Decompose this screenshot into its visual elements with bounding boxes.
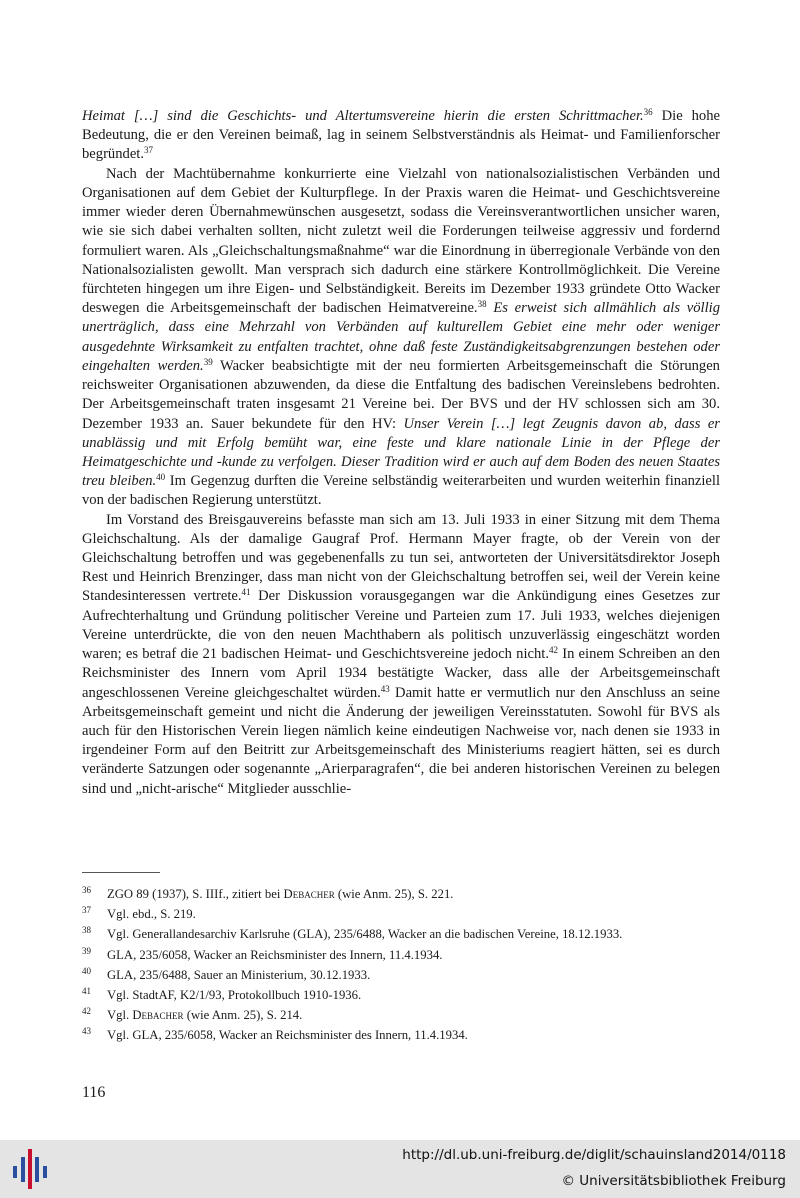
footnote-text [107, 1025, 468, 1045]
footnote-text [107, 904, 196, 924]
footnote-ref: 37 [144, 145, 154, 156]
footnote-number: 39 [82, 945, 91, 956]
text-run: Die hohe Bedeutung, die er den Vereinen beimaß, lag in seinem Selbstverständnis als Heimat- und Familienforscher begründet. [82, 108, 720, 163]
paragraph-1 [82, 107, 720, 165]
footnote-ref: 42 [549, 645, 559, 656]
footnote-text [107, 985, 361, 1005]
body-text [82, 107, 720, 799]
text-run: Im Vorstand des Breisgauvereins befasste man sich am 13. Juli 1933 in einer Sitzung mit dem Thema Gleichschaltung. Als der damalige Gaugraf Prof. Hermann Mayer fragte, ob der Verein von der Gleichschaltung betroffen und was gegebenenfalls zu tun sei, antworteten der Universitätsdirektor Joseph Rest und Heinrich Brenzinger, dass man nicht von der Gleichschaltung betroffen sei, weil der Verein keine Standesinteressen vertrete. [82, 511, 720, 605]
text-run: GLA, 235/6058, Wacker an Reichsminister des Innern, 11.4.1934. [107, 947, 443, 962]
text-run: Vgl. [107, 1008, 133, 1023]
footnote [82, 884, 722, 904]
italic-quote: Es erweist sich allmählich als völlig unerträglich, dass eine Mehrzahl von Verbänden auf kulturellem Gebiet eine mehr oder weniger ausgedehnte Wirksamkeit zu entfalten trachtet, ohne daß feste Zuständigkeitsabgrenzungen bestehen oder eingehalten werden. [82, 300, 720, 374]
footnote-number: 40 [82, 965, 91, 976]
text-run: In einem Schreiben an den Reichsminister des Innern vom April 1934 bestätigte Wacker, dass alle der Arbeitsgemeinschaft angeschlossenen Vereine gleichgeschaltet würden. [82, 646, 720, 701]
footnote-number: 41 [82, 985, 91, 996]
text-run: Wacker beabsichtigte mit der neu formierten Arbeitsgemeinschaft die Störungen reichsweiter Organisationen abzuwenden, da diese die Entfaltung des badischen Vereinslebens bedrohten. Der Arbeitsgemeinschaft traten insgesamt 21 Vereine bei. Der BVS und der HV schlossen sich am 30. Dezember 1933 an. Sauer bekundete für den HV: [82, 357, 720, 432]
footnote-text [107, 1005, 302, 1025]
footnote [82, 1005, 722, 1025]
footnote-ref: 38 [477, 299, 487, 310]
footnote-ref: 40 [156, 472, 166, 483]
ub-freiburg-logo-icon [10, 1148, 50, 1190]
footnote-number: 42 [82, 1006, 91, 1017]
footnote [82, 1025, 722, 1045]
footnotes [82, 884, 722, 1046]
footnote-text [107, 884, 453, 904]
author-name: Debacher [132, 1008, 184, 1023]
italic-quote: Heimat […] sind die Geschichts- und Altertumsvereine hierin die ersten Schrittmacher. [82, 108, 644, 124]
text-run: Im Gegenzug durften die Vereine selbständig weiterarbeiten und wurden weiterhin finanziell von der badischen Regierung unterstützt. [82, 473, 720, 509]
footnote-number: 37 [82, 905, 91, 916]
text-run: Vgl. ebd., S. 219. [107, 907, 196, 922]
author-name: Debacher [283, 887, 335, 901]
text-run: Der Diskussion vorausgegangen war die Ankündigung eines Gesetzes zur Aufrechterhaltung und Gründung politischer Vereine und Parteien zum 17. Juli 1933, welches diejenigen Vereine unterdrückte, die von den neuen Machthabern als politisch unzuverlässig eingeschätzt worden waren; es betraf die 21 badischen Heimat- und Geschichtsvereine jedoch nicht. [82, 588, 720, 663]
text-run: Vgl. StadtAF, K2/1/93, Protokollbuch 1910-1936. [107, 987, 362, 1002]
italic-quote: Unser Verein […] legt Zeugnis davon ab, dass er unablässig und mit Erfolg bemüht war, eine feste und klare nationale Linie in der Pflege der Heimatgeschichte und -kunde zu verfolgen. Dieser Tradition wird er auch auf dem Boden des neuen Staates treu bleiben. [82, 415, 720, 490]
footnote-ref: 39 [203, 356, 213, 367]
text-run: Vgl. GLA, 235/6058, Wacker an Reichsminister des Innern, 11.4.1934. [107, 1028, 468, 1043]
footnote-separator [82, 872, 160, 873]
footnote-ref: 41 [241, 587, 251, 598]
footnote [82, 985, 722, 1005]
text-run: ZGO 89 (1937), S. IIIf., zitiert bei [107, 887, 284, 901]
footnote-number: 38 [82, 925, 91, 936]
footnote [82, 965, 722, 985]
page-number: 116 [82, 1084, 106, 1101]
library-footer [0, 1140, 800, 1198]
footnote [82, 924, 722, 944]
footnote [82, 904, 722, 924]
text-run: Vgl. Generallandesarchiv Karlsruhe (GLA), 235/6488, Wacker an die badischen Vereine, 18.12.1933. [107, 927, 623, 942]
text-run: Nach der Machtübernahme konkurrierte eine Vielzahl von nationalsozialistischen Verbänden und Organisationen auf dem Gebiet der Kulturpflege. In der Praxis waren die Heimat- und Geschichtsvereine immer wieder deren Übernahmewünschen ausgesetzt, sodass die Vereinsverantwortlichen unsicher waren, wie sie sich dabei verhalten sollten, nicht zuletzt weil die Forderungen teilweise aggressiv und fordernd formuliert waren. Als „Gleichschaltungsmaßnahme“ war die Einordnung in überregionale Verbände von den Nationalsozialisten gewollt. Man versprach sich dadurch eine stärkere Kontrollmöglichkeit. Die Vereine fürchteten hingegen um ihre Eigen- und Selbständigkeit. Bereits im Dezember 1933 gründete Otto Wacker deswegen die Arbeitsgemeinschaft der badischen Heimatvereine. [82, 165, 720, 317]
permalink-url[interactable]: http://dl.ub.uni-freiburg.de/diglit/schauinsland2014/0118 [402, 1147, 786, 1163]
text-run: GLA, 235/6488, Sauer an Ministerium, 30.12.1933. [107, 967, 371, 982]
footnote-number: 43 [82, 1026, 91, 1037]
footnote-ref: 36 [643, 107, 653, 117]
copyright-notice: © Universitätsbibliothek Freiburg [561, 1173, 786, 1189]
footnote-number: 36 [82, 885, 91, 895]
text-run: (wie Anm. 25), S. 221. [334, 887, 454, 901]
footnote-text [107, 965, 370, 985]
footnote-ref: 43 [380, 683, 390, 694]
paragraph-2 [82, 165, 720, 511]
footnote-text [107, 945, 442, 965]
footnote [82, 945, 722, 965]
footnote-text [107, 924, 622, 944]
paragraph-3 [82, 511, 720, 799]
text-run: Damit hatte er vermutlich nur den Anschluss an seine Arbeitsgemeinschaft gemeint und nicht die Änderung der jeweiligen Vereinsstatuten. Sowohl für BVS als auch für den Historischen Verein liegen nämlich keine eindeutigen Nachweise vor, nach denen sie 1933 in irgendeiner Form auf den Beitritt zur Arbeitsgemeinschaft des Ministeriums reagiert hätten, sei es durch veränderte Satzungen oder sogenannte „Arierparagrafen“, die bei anderen historischen Vereinen zu belegen sind und „nicht-arische“ Mitglieder ausschlie- [82, 684, 720, 797]
text-run: (wie Anm. 25), S. 214. [183, 1008, 303, 1023]
